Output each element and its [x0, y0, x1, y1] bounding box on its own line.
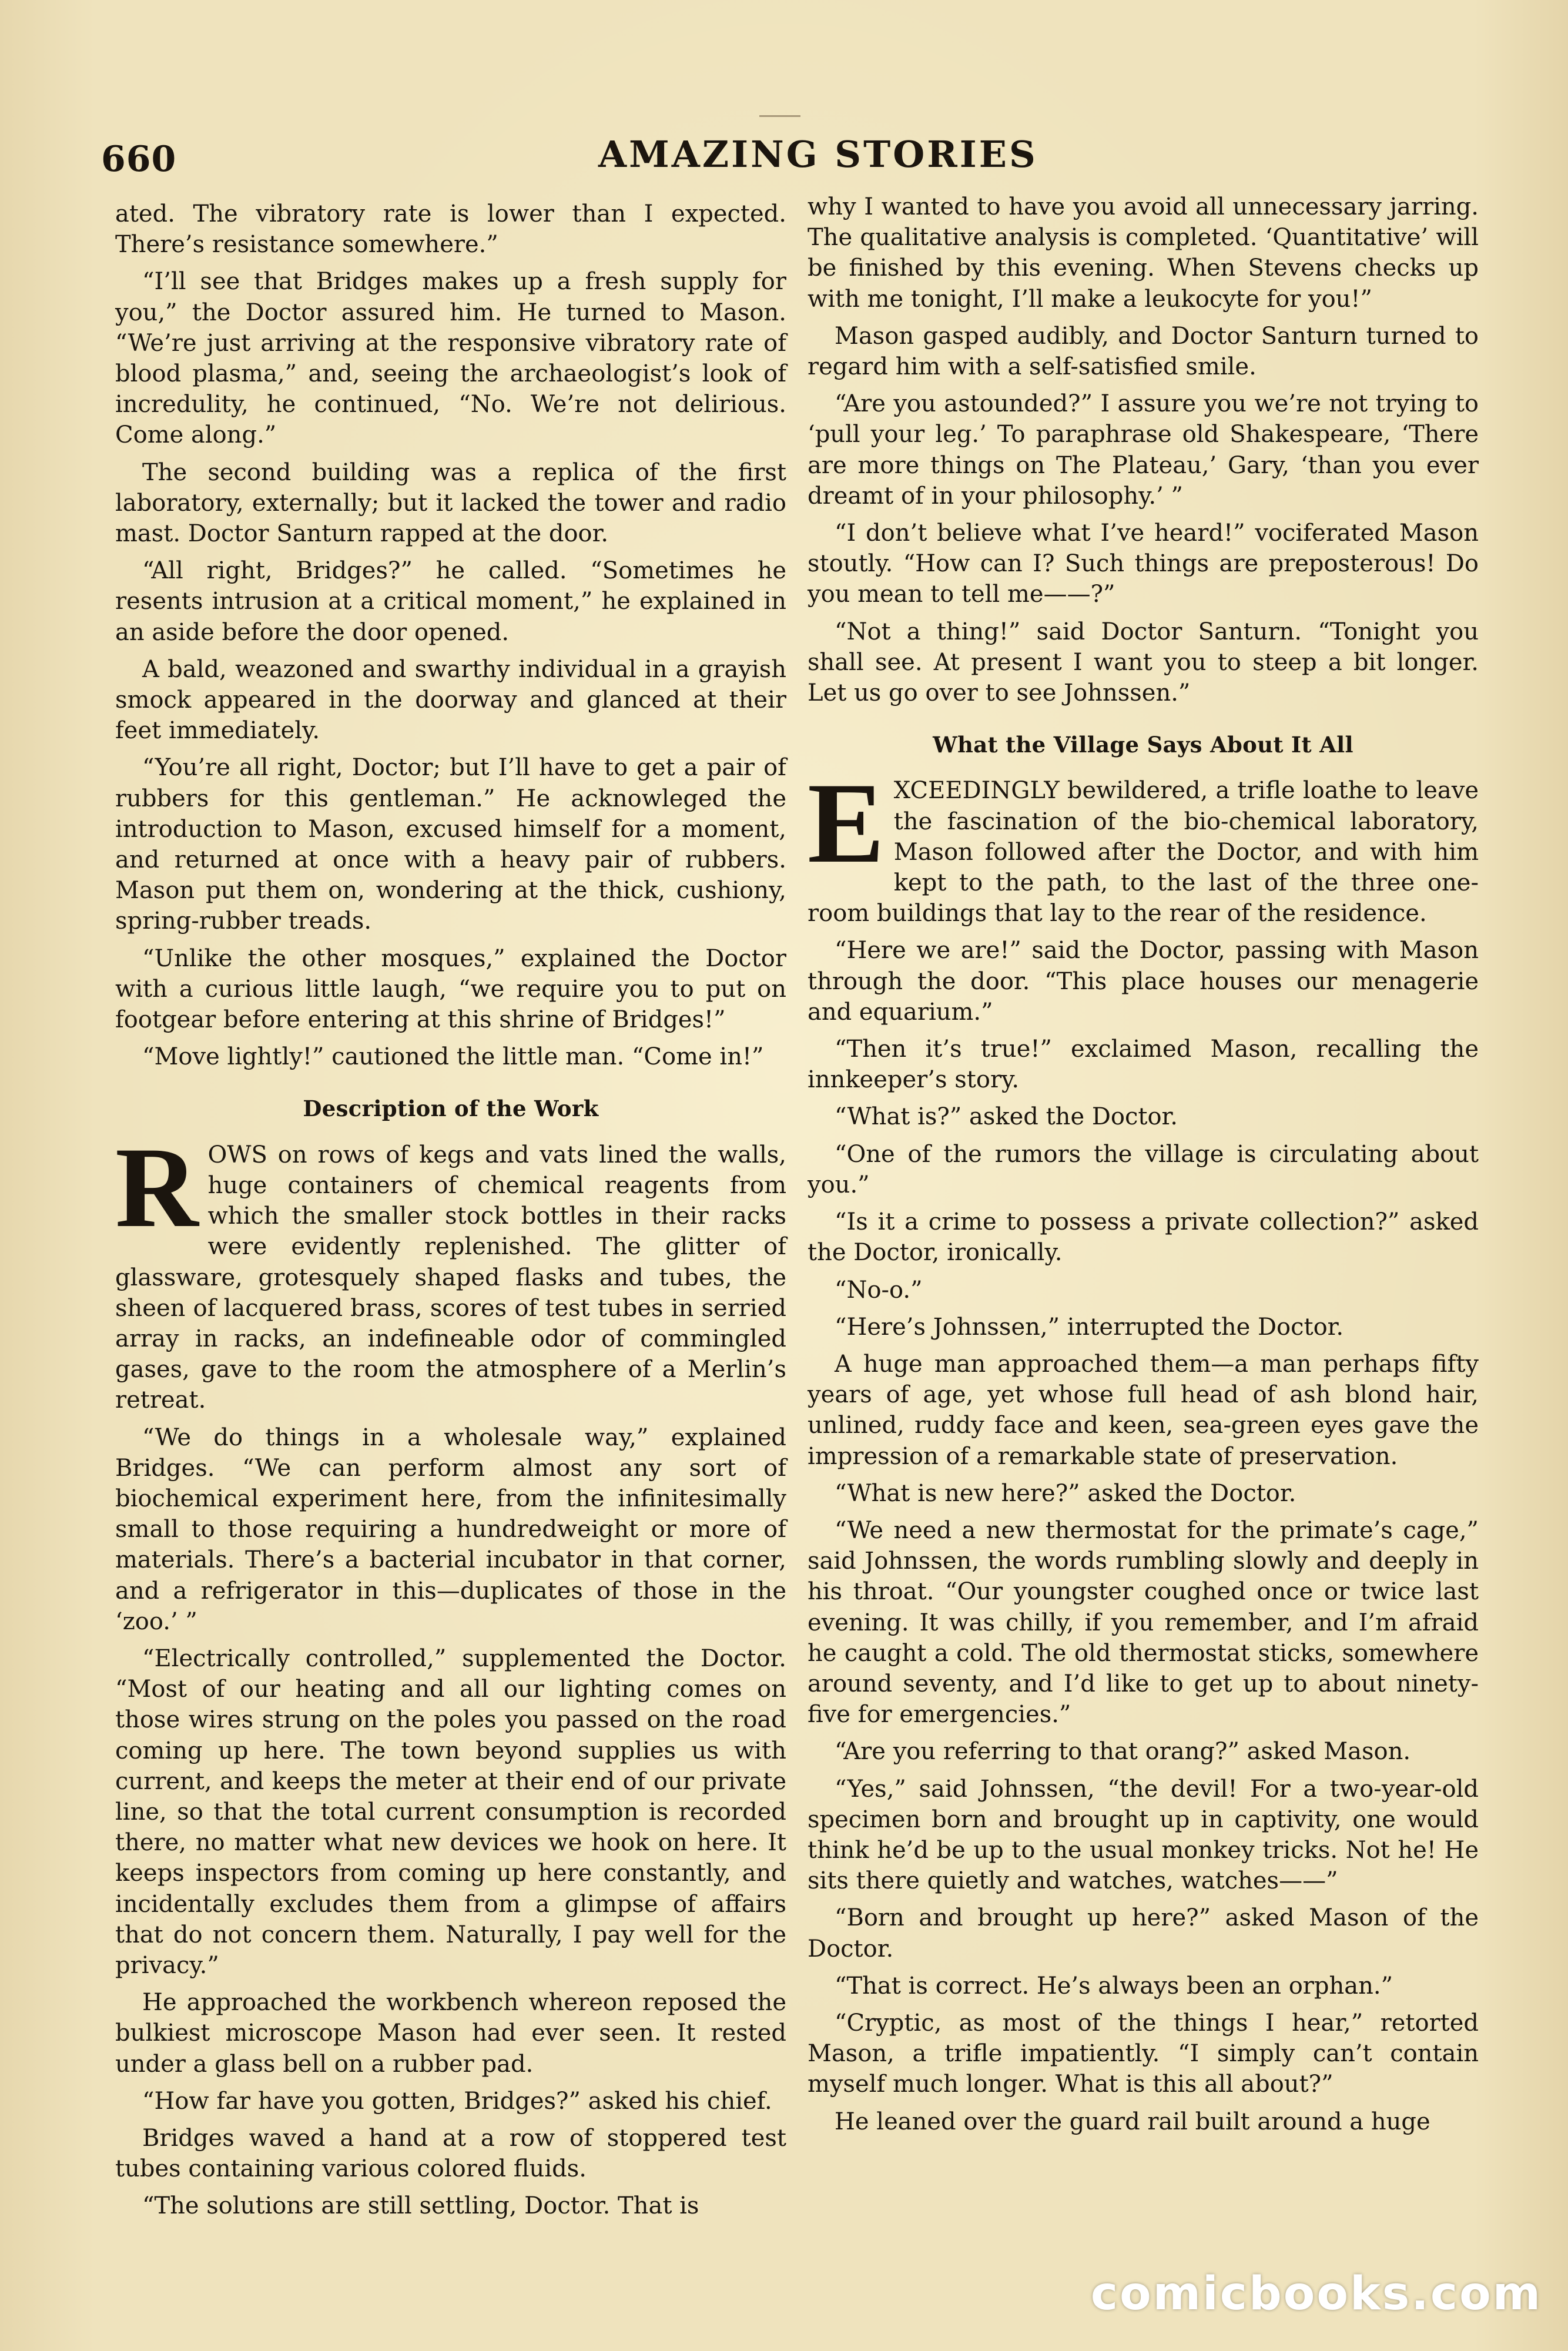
source-watermark: comicbooks.com: [1090, 2268, 1542, 2320]
running-head: AMAZING STORIES: [598, 133, 1038, 176]
paragraph: Mason gasped audibly, and Doctor Santurn turned to regard him with a self-satisfied smile.: [808, 322, 1479, 381]
lead-text: XCEEDINGLY bewildered, a trifle loathe to leave the fascination of the bio-chemical laboratory, Mason followed after the Doctor, and with him kept to the path, to the last of the three one-room buildings that lay to the rear of the residence.: [808, 777, 1479, 927]
paragraph: “How far have you gotten, Bridges?” asked his chief.: [142, 2087, 772, 2115]
paragraph: “Yes,” said Johnssen, “the devil! For a two-year-old specimen born and brought up in captivity, one would think he’d be up to the usual monkey tricks. Not he! He sits there quietly and watches, watches——”: [808, 1775, 1479, 1895]
paragraph: “We need a new thermostat for the primate’s cage,” said Johnssen, the words rumbling slowly and deeply in his throat. “Our youngster coughed once or twice last evening. It was chilly, if you remember, and I’m afraid he caught a cold. The old thermostat sticks, somewhere around seventy, and I’d like to get up to about ninety-five for emergencies.”: [808, 1516, 1479, 1729]
paragraph: “Then it’s true!” exclaimed Mason, recalling the innkeeper’s story.: [808, 1036, 1479, 1094]
paragraph: A huge man approached them—a man perhaps fifty years of age, yet whose full head of ash blond hair, unlined, ruddy face and keen, sea-green eyes gave the impression of a remarkable state of preservation.: [808, 1350, 1479, 1470]
paragraph: “Is it a crime to possess a private collection?” asked the Doctor, ironically.: [808, 1208, 1479, 1267]
paragraph: “One of the rumors the village is circulating about you.”: [808, 1140, 1479, 1198]
paragraph: “Not a thing!” said Doctor Santurn. “Tonight you shall see. At present I want you to steep a bit longer. Let us go over to see Johnssen.”: [808, 618, 1479, 707]
paragraph: “The solutions are still settling, Doctor. That is: [142, 2192, 699, 2220]
paragraph: “Are you referring to that orang?” asked Mason.: [835, 1738, 1411, 1766]
paragraph: “Cryptic, as most of the things I hear,” retorted Mason, a trifle impatiently. “I simply can’t contain myself much longer. What is this all about?”: [808, 2009, 1479, 2098]
drop-cap: E: [808, 759, 884, 888]
section-heading: What the Village Says About It All: [933, 732, 1353, 758]
paragraph: Bridges waved a hand at a row of stoppered test tubes containing various colored fluids.: [115, 2124, 786, 2183]
page-number: 660: [101, 139, 177, 180]
drop-cap: R: [115, 1123, 199, 1251]
section-heading: Description of the Work: [303, 1096, 599, 1122]
paragraph: “Here we are!” said the Doctor, passing with Mason through the door. “This place houses our menagerie and equarium.”: [808, 937, 1479, 1026]
paragraph: He leaned over the guard rail built around a huge: [835, 2108, 1430, 2135]
paragraph: The second building was a replica of the first laboratory, externally; but it lacked the tower and radio mast. Doctor Santurn rapped at the door.: [115, 458, 786, 548]
paragraph: “Move lightly!” cautioned the little man. “Come in!”: [142, 1043, 764, 1071]
paragraph: “I’ll see that Bridges makes up a fresh supply for you,” the Doctor assured him. He turned to Mason. “We’re just arriving at the responsive vibratory rate of blood plasma,” and, seeing the archaeologist’s look of incredulity, he continued, “No. We’re not delirious. Come along.”: [115, 268, 786, 449]
lead-paragraph: [808, 759, 1479, 929]
paragraph: “We do things in a wholesale way,” explained Bridges. “We can perform almost any sort of biochemical experiment here, from the infinitesimally small to those requiring a hundredweight or more of materials. There’s a bacterial incubator in that corner, and a refrigerator in this—duplicates of those in the ‘zoo.’ ”: [115, 1424, 786, 1635]
paragraph: “Electrically controlled,” supplemented the Doctor. “Most of our heating and all our lighting comes on those wires strung on the poles you passed on the road coming up here. The town beyond supplies us with current, and keeps the meter at their end of our private line, so that the total current consumption is recorded there, no matter what new devices we hook on here. It keeps inspectors from coming up here constantly, and incidentally excludes them from a glimpse of affairs that do not concern them. Naturally, I pay well for the privacy.”: [115, 1645, 786, 1979]
paragraph: A bald, weazoned and swarthy individual in a grayish smock appeared in the doorway and glanced at their feet immediately.: [115, 655, 786, 745]
paragraph: “What is?” asked the Doctor.: [835, 1103, 1178, 1131]
paragraph: why I wanted to have you avoid all unnecessary jarring. The qualitative analysis is completed. ‘Quantitative’ will be finished by this evening. When Stevens checks up with me tonight, I’ll make a leukocyte for you!”: [808, 193, 1479, 313]
right-column: [808, 192, 1479, 2144]
paragraph: He approached the workbench whereon reposed the bulkiest microscope Mason had ever seen. It rested under a glass bell on a rubber pad.: [115, 1989, 786, 2078]
paragraph: ated. The vibratory rate is lower than I expected. There’s resistance somewhere.”: [115, 200, 786, 259]
paragraph: “Here’s Johnssen,” interrupted the Doctor.: [835, 1313, 1344, 1341]
paragraph: “That is correct. He’s always been an orphan.”: [835, 1972, 1393, 2000]
paragraph: “Born and brought up here?” asked Mason of the Doctor.: [808, 1904, 1479, 1962]
lead-paragraph: [115, 1123, 786, 1416]
paragraph: “No-o.”: [835, 1276, 923, 1304]
paragraph: “You’re all right, Doctor; but I’ll have to get a pair of rubbers for this gentleman.” He acknowleged the introduction to Mason, excused himself for a moment, and returned at once with a heavy pair of rubbers. Mason put them on, wondering at the thick, cushiony, spring-rubber treads.: [115, 754, 786, 935]
paragraph: “All right, Bridges?” he called. “Sometimes he resents intrusion at a critical moment,” he explained in an aside before the door opened.: [115, 557, 786, 646]
left-column: [115, 199, 786, 2228]
paragraph: “Unlike the other mosques,” explained the Doctor with a curious little laugh, “we require you to put on footgear before entering at this shrine of Bridges!”: [115, 945, 786, 1034]
top-rule-mark: [759, 115, 800, 117]
lead-text: OWS on rows of kegs and vats lined the walls, huge containers of chemical reagents from which the smaller stock bottles in their racks were evidently replenished. The glitter of glassware, grotesquely shaped flasks and tubes, the sheen of lacquered brass, scores of test tubes in serried array in racks, an indefineable odor of commingled gases, gave to the room the atmosphere of a Merlin’s retreat.: [115, 1141, 786, 1414]
paragraph: “I don’t believe what I’ve heard!” vociferated Mason stoutly. “How can I? Such things are preposterous! Do you mean to tell me——?”: [808, 520, 1479, 608]
paragraph: “Are you astounded?” I assure you we’re not trying to ‘pull your leg.’ To paraphrase old Shakespeare, ‘There are more things on The Plateau,’ Gary, ‘than you ever dreamt of in your philosophy.’ ”: [808, 390, 1479, 510]
paragraph: “What is new here?” asked the Doctor.: [835, 1479, 1296, 1507]
